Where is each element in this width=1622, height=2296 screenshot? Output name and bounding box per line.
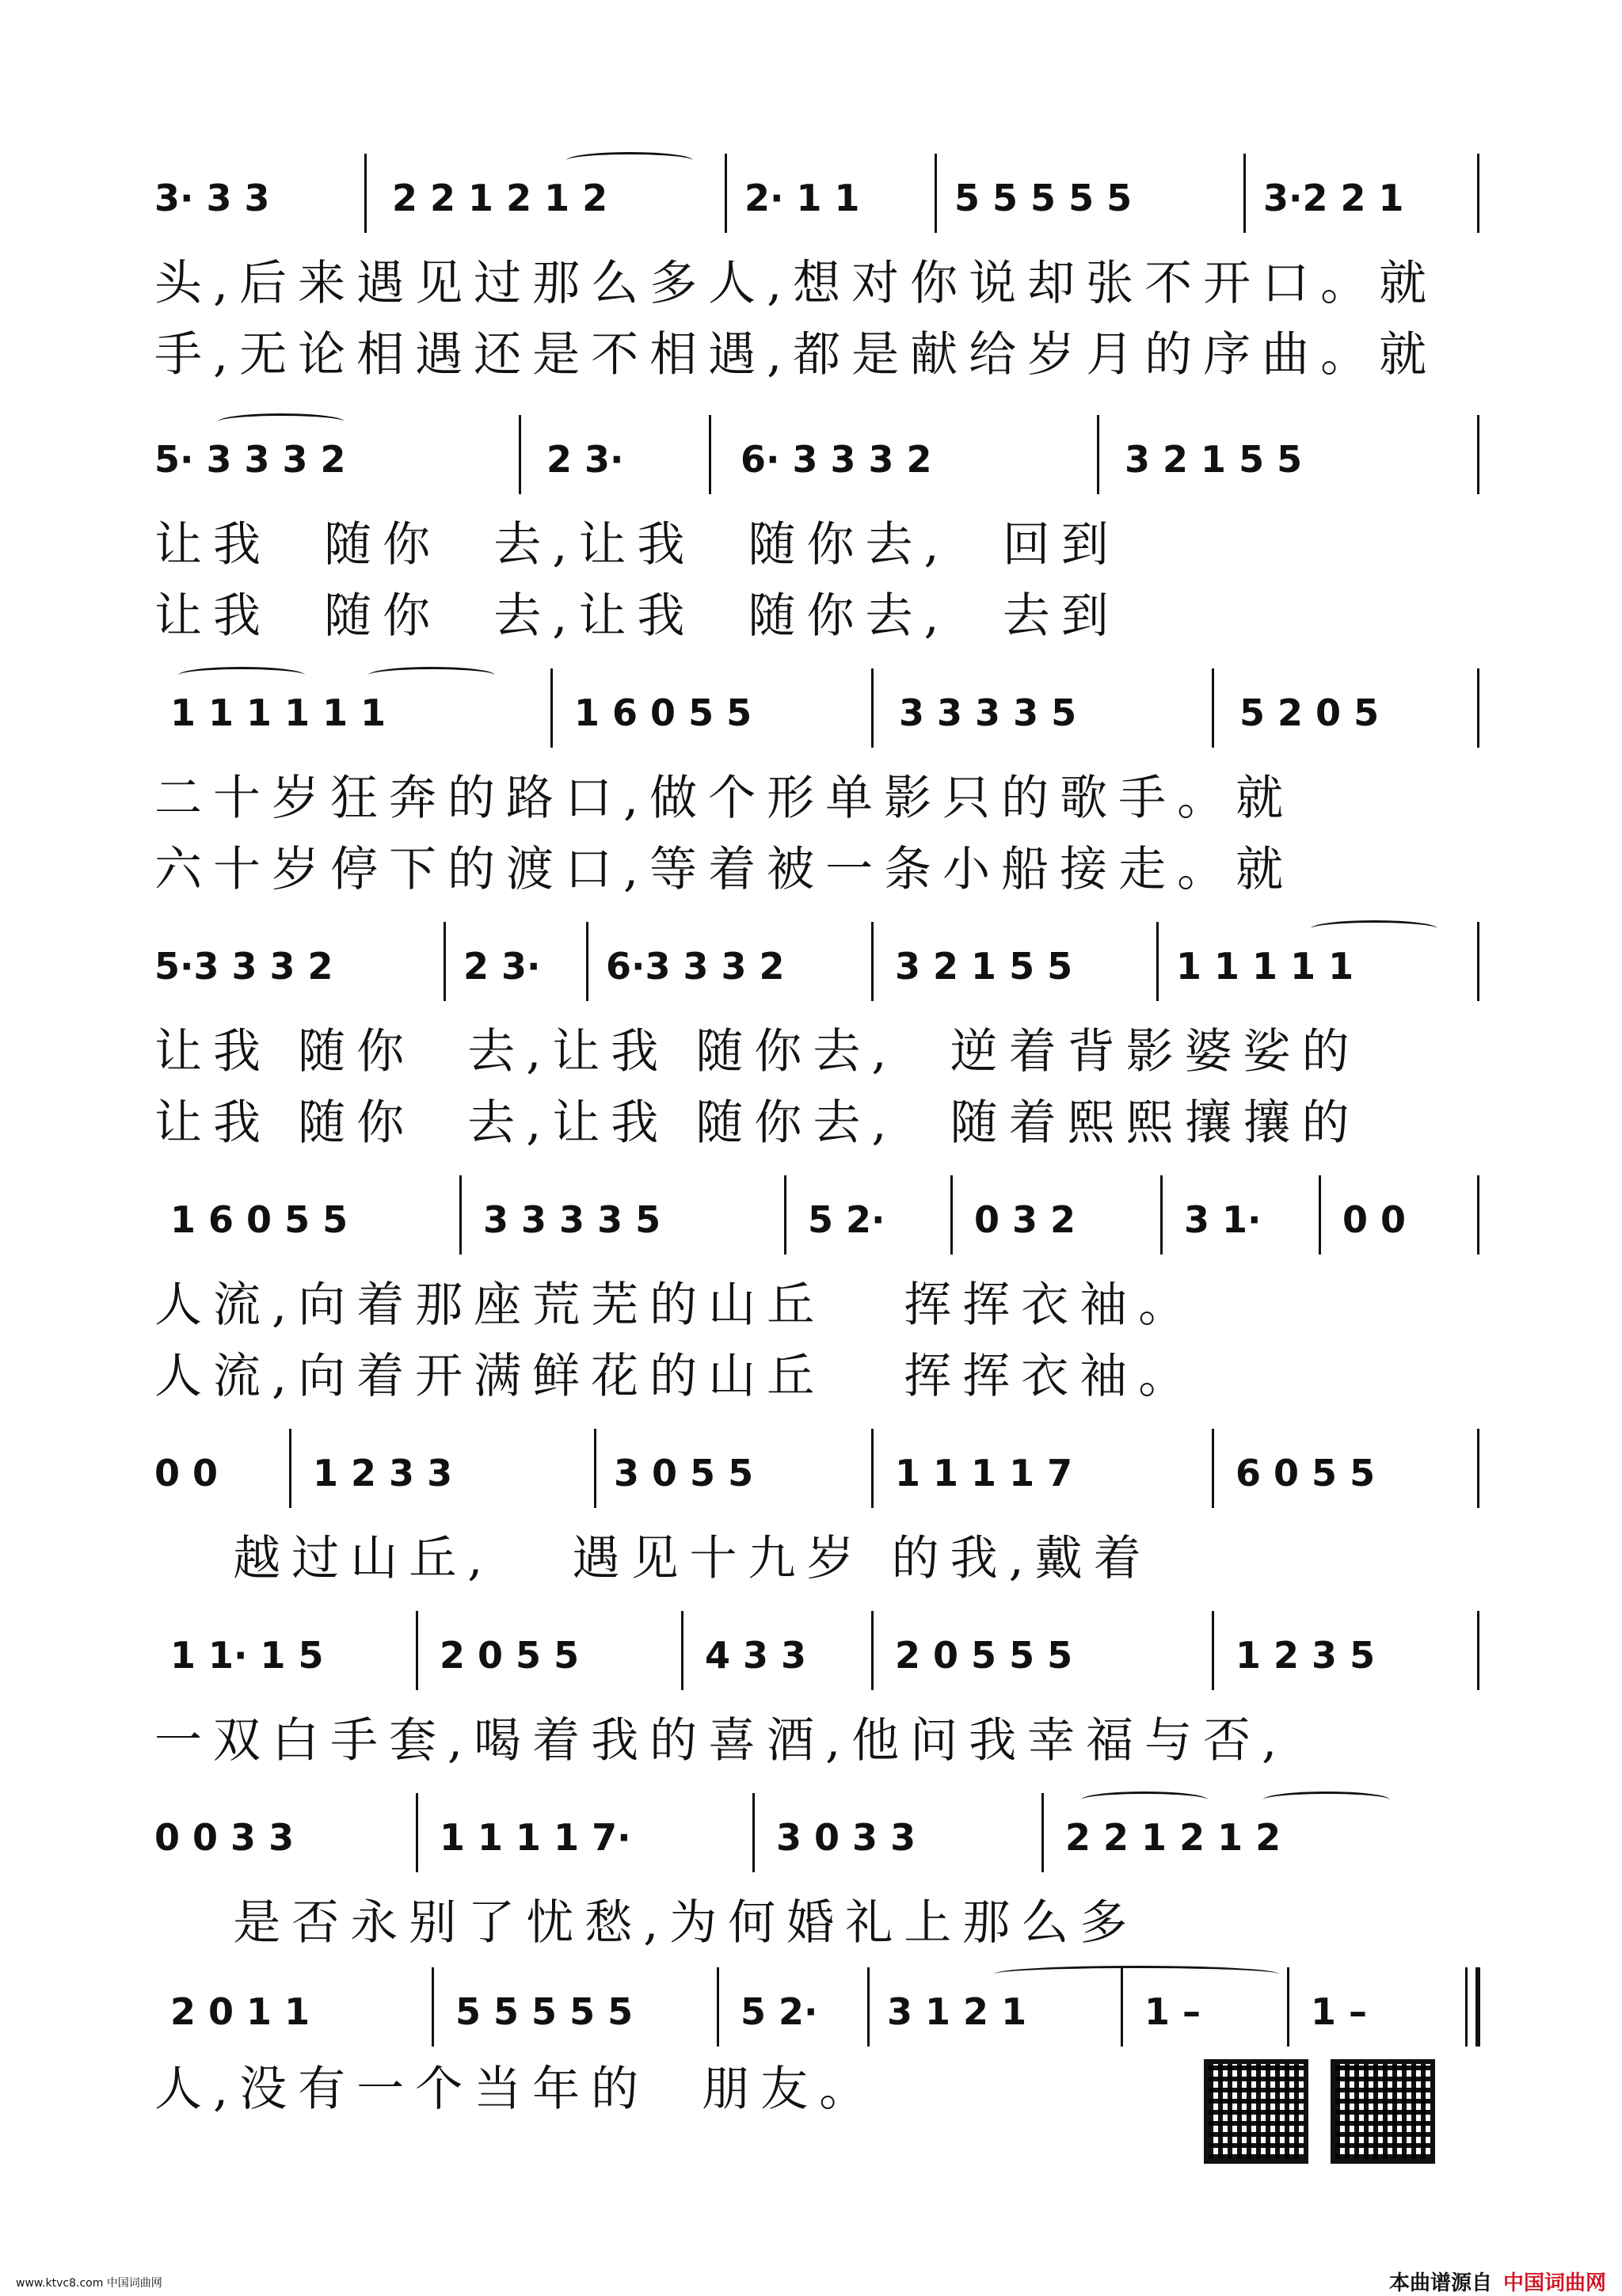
measure (614, 1441, 753, 1505)
measure (154, 166, 270, 230)
barline (1097, 415, 1099, 494)
barline (444, 922, 446, 1001)
measure (1236, 1441, 1375, 1505)
lyric-line-1: 人,没有一个当年的 朋友。 (154, 2062, 878, 2117)
measure (154, 935, 333, 998)
barline (1477, 1611, 1479, 1690)
barline (709, 415, 711, 494)
note-group: 2 0 5 5 5 (895, 1634, 1073, 1677)
barline (519, 415, 521, 494)
measure (463, 935, 541, 998)
barline (1212, 1429, 1214, 1508)
barline (784, 1175, 786, 1255)
barline (1477, 1429, 1479, 1508)
barline (871, 668, 874, 748)
barline (594, 1429, 596, 1508)
note-group: 3 3 3 3 5 (483, 1198, 661, 1241)
barline (871, 922, 874, 1001)
notes-row (154, 1172, 1485, 1267)
measure (895, 1624, 1072, 1687)
note-group: 3·2 2 1 (1263, 177, 1404, 219)
barline (950, 1175, 953, 1255)
note-group: 5 5 5 5 5 (954, 177, 1133, 219)
lyric-line-2: 六十岁停下的渡口,等着被一条小船接走。就 (154, 842, 1295, 897)
barline (681, 1611, 683, 1690)
lyric-line-1: 二十岁狂奔的路口,做个形单影只的歌手。就 (154, 771, 1295, 826)
note-group: 5 2· (808, 1198, 885, 1241)
notes-row (154, 665, 1485, 760)
measure (1144, 1980, 1201, 2043)
triplet-arc (1263, 1791, 1390, 1808)
note-group: 0 0 (1342, 1198, 1407, 1241)
barline (1287, 1967, 1289, 2047)
note-group: 6·3 3 3 2 (606, 945, 785, 988)
measure (154, 1441, 218, 1505)
note-group: 2 2 1 2 1 2 (392, 177, 608, 219)
note-group: 3· 3 3 (154, 177, 270, 219)
barline (364, 154, 367, 233)
note-group: 5·3 3 3 2 (154, 945, 333, 988)
barline (1160, 1175, 1163, 1255)
triplet-arc (566, 152, 693, 169)
barline (459, 1175, 462, 1255)
lyric-line-2: 手,无论相遇还是不相遇,都是献给岁月的序曲。就 (154, 327, 1438, 383)
note-group: 1 6 0 5 5 (574, 691, 752, 734)
measure (954, 166, 1132, 230)
footer-source (1389, 2267, 1606, 2296)
measure (313, 1441, 452, 1505)
measure (899, 681, 1076, 744)
measure (606, 935, 785, 998)
note-group: 1 2 3 5 (1236, 1634, 1376, 1677)
measure (574, 681, 752, 744)
note-group: 1 1 1 1 7· (440, 1816, 631, 1859)
tie-arc (994, 1966, 1279, 1982)
measure (895, 935, 1072, 998)
measure (895, 1441, 1072, 1505)
measure (154, 428, 346, 491)
barline (1041, 1793, 1044, 1872)
note-group: 2 3· (546, 438, 624, 481)
lyric-line-2: 人流,向着开满鲜花的山丘 挥挥衣袖。 (154, 1349, 1197, 1404)
measure (1239, 681, 1379, 744)
barline (1319, 1175, 1321, 1255)
footer-watermark: www.ktvc8.com 中国词曲网 (16, 2277, 162, 2290)
note-group: 4 3 3 (705, 1634, 807, 1677)
measure (974, 1188, 1076, 1251)
note-group: 1 1 1 1 7 (895, 1452, 1073, 1494)
note-group: 5· 3 3 3 2 (154, 438, 346, 481)
lyric-line-2: 让我 随你 去,让我 随你去, 随着熙熙攘攘的 (154, 1095, 1361, 1151)
barline (867, 1967, 870, 2047)
barline (717, 1967, 719, 2047)
measure (741, 428, 932, 491)
note-group: 0 0 3 3 (154, 1816, 295, 1859)
barline (416, 1611, 418, 1690)
measure (170, 1624, 324, 1687)
note-group: 3 3 3 3 5 (899, 691, 1077, 734)
barline (289, 1429, 291, 1508)
note-group: 2 0 1 1 (170, 1990, 310, 2033)
lyric-line-1: 是否永别了忧愁,为何婚礼上那么多 (154, 1895, 1139, 1951)
measure (1311, 1980, 1367, 2043)
measure (744, 166, 860, 230)
note-group: 3 0 5 5 (614, 1452, 754, 1494)
notes-row (154, 919, 1485, 1014)
note-group: 1 – (1311, 1990, 1368, 2033)
final-barline (1465, 1967, 1480, 2047)
triplet-arc (368, 667, 495, 683)
qr-code-icon (1331, 2059, 1435, 2164)
note-group: 6· 3 3 3 2 (741, 438, 932, 481)
barline (1243, 154, 1246, 233)
notes-row (154, 150, 1485, 246)
measure (776, 1806, 916, 1869)
barline (1121, 1967, 1123, 2047)
note-group: 2 3· (463, 945, 541, 988)
barline (432, 1967, 434, 2047)
measure (440, 1806, 631, 1869)
notes-row (154, 1964, 1485, 2059)
note-group: 1 1 1 1 1 1 (170, 691, 386, 734)
measure (1263, 166, 1404, 230)
measure (170, 1980, 310, 2043)
note-group: 1 2 3 3 (313, 1452, 453, 1494)
note-group: 3 1· (1184, 1198, 1262, 1241)
notes-row (154, 412, 1485, 507)
note-group: 5 2 0 5 (1239, 691, 1380, 734)
footer-brand: 中国词曲网 (1502, 2271, 1606, 2295)
lyric-line-1: 让我 随你 去,让我 随你去, 逆着背影婆娑的 (154, 1024, 1361, 1079)
measure (1184, 1188, 1262, 1251)
slur (218, 413, 345, 430)
measure (887, 1980, 1026, 2043)
measure (705, 1624, 806, 1687)
note-group: 1 6 0 5 5 (170, 1198, 348, 1241)
lyric-line-1: 头,后来遇见过那么多人,想对你说却张不开口。就 (154, 256, 1438, 311)
lyric-line-2: 让我 随你 去,让我 随你去, 去到 (154, 588, 1120, 644)
lyric-line-1: 人流,向着那座荒芜的山丘 挥挥衣袖。 (154, 1277, 1197, 1333)
measure (808, 1188, 885, 1251)
measure (154, 1806, 294, 1869)
barline (1156, 922, 1159, 1001)
measure (170, 1188, 348, 1251)
barline (752, 1793, 755, 1872)
barline (1477, 154, 1479, 233)
barline (935, 154, 937, 233)
note-group: 6 0 5 5 (1236, 1452, 1376, 1494)
barline (1212, 1611, 1214, 1690)
measure (483, 1188, 661, 1251)
measure (392, 166, 607, 230)
note-group: 1 1· 1 5 (170, 1634, 324, 1677)
measure (1342, 1188, 1406, 1251)
note-group: 3 1 2 1 (887, 1990, 1027, 2033)
barline (871, 1611, 874, 1690)
barline (1477, 922, 1479, 1001)
measure (546, 428, 624, 491)
measure (1176, 935, 1354, 998)
barline (416, 1793, 418, 1872)
note-group: 5 2· (741, 1990, 818, 2033)
barline (1477, 668, 1479, 748)
lyric-line-1: 一双白手套,喝着我的喜酒,他问我幸福与否, (154, 1713, 1289, 1769)
lyric-line-1: 让我 随你 去,让我 随你去, 回到 (154, 517, 1120, 573)
barline (725, 154, 727, 233)
note-group: 3 2 1 5 5 (895, 945, 1073, 988)
notes-row (154, 1426, 1485, 1521)
note-group: 1 – (1144, 1990, 1201, 2033)
measure (170, 681, 386, 744)
note-group: 1 1 1 1 1 (1176, 945, 1354, 988)
note-group: 2· 1 1 (744, 177, 860, 219)
footer-source-text: 本曲谱源自 (1388, 2271, 1492, 2295)
measure (440, 1624, 579, 1687)
note-group: 0 0 (154, 1452, 219, 1494)
note-group: 0 3 2 (974, 1198, 1076, 1241)
qr-code-icon (1204, 2059, 1308, 2164)
measure (741, 1980, 818, 2043)
barline (586, 922, 588, 1001)
measure (1065, 1806, 1281, 1869)
notes-row (154, 1608, 1485, 1703)
barline (550, 668, 553, 748)
measure (455, 1980, 633, 2043)
note-group: 2 0 5 5 (440, 1634, 580, 1677)
note-group: 3 0 3 3 (776, 1816, 916, 1859)
measure (1125, 428, 1302, 491)
note-group: 2 2 1 2 1 2 (1065, 1816, 1281, 1859)
note-group: 5 5 5 5 5 (455, 1990, 634, 2033)
lyric-line-1: 越过山丘, 遇见十九岁 的我,戴着 (154, 1531, 1152, 1586)
measure (1236, 1624, 1375, 1687)
barline (871, 1429, 874, 1508)
barline (1477, 415, 1479, 494)
barline (1477, 1175, 1479, 1255)
barline (1212, 668, 1214, 748)
note-group: 3 2 1 5 5 (1125, 438, 1303, 481)
notes-row (154, 1790, 1485, 1885)
